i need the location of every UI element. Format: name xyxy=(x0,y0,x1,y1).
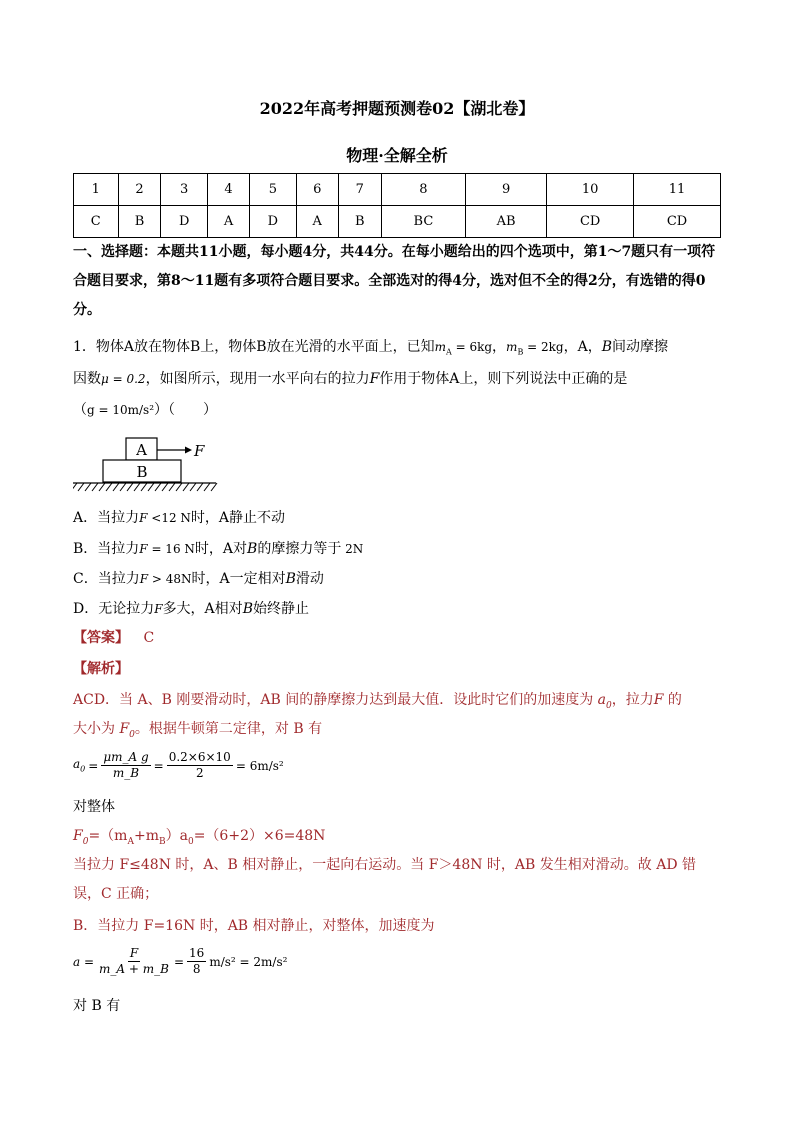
question-stem-line3: （g = 10m/s²）（ ） xyxy=(73,402,218,418)
option-b: B．当拉力F = 16 N时，A对B的摩擦力等于 2N xyxy=(73,541,364,557)
answer-table-answer-cell: AB xyxy=(466,206,547,238)
hatch-line xyxy=(155,483,161,491)
answer-value: C xyxy=(143,630,155,646)
answer-line xyxy=(73,628,154,648)
option-d: D．无论拉力F多大，A相对B始终静止 xyxy=(73,601,309,617)
answer-table-number-cell: 10 xyxy=(547,174,634,206)
option-a: A．当拉力F <12 N时，A静止不动 xyxy=(73,510,286,526)
answer-table-number-cell: 7 xyxy=(338,174,381,206)
answer-table-answer-cell: D xyxy=(250,206,296,238)
answer-table-number-cell: 11 xyxy=(634,174,721,206)
answer-table-answer-cell: A xyxy=(296,206,338,238)
equation-2: $F_0=(m_A+m_B)a_0=(6+2)\times 6=48N$ xyxy=(73,828,326,847)
block-diagram xyxy=(73,432,223,494)
answer-table-number-cell: 2 xyxy=(118,174,161,206)
hatch-line xyxy=(141,483,147,491)
section-header: 一、选择题：本题共11小题，每小题4分，共44分。在每小题给出的四个选项中，第1～7题只有一项符合题目要求，第8～11题有多项符合题目要求。全部选对的得4分，选对但不全的得2分，有选错的得0分。 xyxy=(73,244,716,318)
hatch-line xyxy=(73,483,77,491)
page-title: 2022年高考押题预测卷02【湖北卷】 xyxy=(259,99,535,118)
answer-table-answer-row xyxy=(74,206,721,238)
answer-table-number-cell: 1 xyxy=(74,174,119,206)
answer-table-answer-cell: A xyxy=(207,206,249,238)
answer-table-number-cell: 6 xyxy=(296,174,338,206)
answer-table-answer-cell: CD xyxy=(547,206,634,238)
analysis-line4: 误，C 正确； xyxy=(73,886,159,902)
answer-table-number-row xyxy=(74,174,721,206)
analysis-line2: 大小为 $F_0$。根据牛顿第二定律，对 B 有 xyxy=(73,721,323,740)
answer-table-answer-cell: B xyxy=(338,206,381,238)
answer-table-number-cell: 4 xyxy=(207,174,249,206)
answer-table-answer-cell: D xyxy=(161,206,207,238)
hatch-line xyxy=(211,483,217,491)
hatch-line xyxy=(204,483,210,491)
question-stem-line1: 1．物体A放在物体B上，物体B放在光滑的水平面上，已知$m_A = 6kg$，$m_B = 2kg$，A，B间动摩擦 xyxy=(73,339,669,357)
hatch-line xyxy=(134,483,140,491)
answer-table-answer-cell: CD xyxy=(634,206,721,238)
analysis-label: 【解析】 xyxy=(73,661,129,677)
hatch-line xyxy=(92,483,98,491)
answer-table-number-cell: 8 xyxy=(381,174,465,206)
equation-1: $a_0$ = $\frac{\text{μm\_A g}}{m\_B}$ = $\frac{0.2\times 6\times 10}{2}$ = 6m/s² xyxy=(73,750,284,780)
force-label: F xyxy=(194,442,205,460)
hatch-line xyxy=(197,483,203,491)
question-stem-line2: 因数μ = 0.2，如图所示，现用一水平向右的拉力F作用于物体A上，则下列说法中正确的是 xyxy=(73,371,628,387)
hatch-line xyxy=(169,483,175,491)
answer-table-answer-cell: BC xyxy=(381,206,465,238)
hatch-line xyxy=(85,483,91,491)
hatch-line xyxy=(113,483,119,491)
page-subtitle: 物理·全解全析 xyxy=(346,146,448,165)
hatch-line xyxy=(127,483,133,491)
option-c: C．当拉力F > 48N时，A一定相对B滑动 xyxy=(73,571,324,587)
equation-3: a = $\frac{F}{m\_A + m\_B}$ = $\frac{16}{8}$ m/s² = 2m/s² xyxy=(73,946,288,976)
block-b-label: B xyxy=(136,463,148,481)
analysis-line3: 当拉力 F≤48N 时，A、B 相对静止，一起向右运动。当 F＞48N 时，AB 发生相对滑动。故 AD 错 xyxy=(73,857,697,873)
analysis-line5: B．当拉力 F=16N 时，AB 相对静止，对整体，加速度为 xyxy=(73,918,435,934)
hatch-line xyxy=(190,483,196,491)
answer-table-answer-cell: C xyxy=(74,206,119,238)
hatch-line xyxy=(120,483,126,491)
hatch-line xyxy=(106,483,112,491)
block-a-label: A xyxy=(136,441,147,459)
answer-table xyxy=(73,173,721,238)
analysis-line1: ACD．当 A、B 刚要滑动时，AB 间的静摩擦力达到最大值．设此时它们的加速度为 $a_0$，拉力F 的 xyxy=(73,692,682,711)
hatch-line xyxy=(176,483,182,491)
answer-table-number-cell: 3 xyxy=(161,174,207,206)
ground-hatching xyxy=(73,483,217,491)
hatch-line xyxy=(162,483,168,491)
analysis-line6: 对 B 有 xyxy=(73,998,121,1014)
hatch-line xyxy=(183,483,189,491)
hatch-line xyxy=(148,483,154,491)
answer-label: 【答案】 xyxy=(73,630,129,646)
hatch-line xyxy=(78,483,84,491)
hatch-line xyxy=(99,483,105,491)
force-arrowhead xyxy=(185,447,192,454)
answer-table-number-cell: 5 xyxy=(250,174,296,206)
answer-table-answer-cell: B xyxy=(118,206,161,238)
answer-table-number-cell: 9 xyxy=(466,174,547,206)
analysis-whole: 对整体 xyxy=(73,799,115,815)
